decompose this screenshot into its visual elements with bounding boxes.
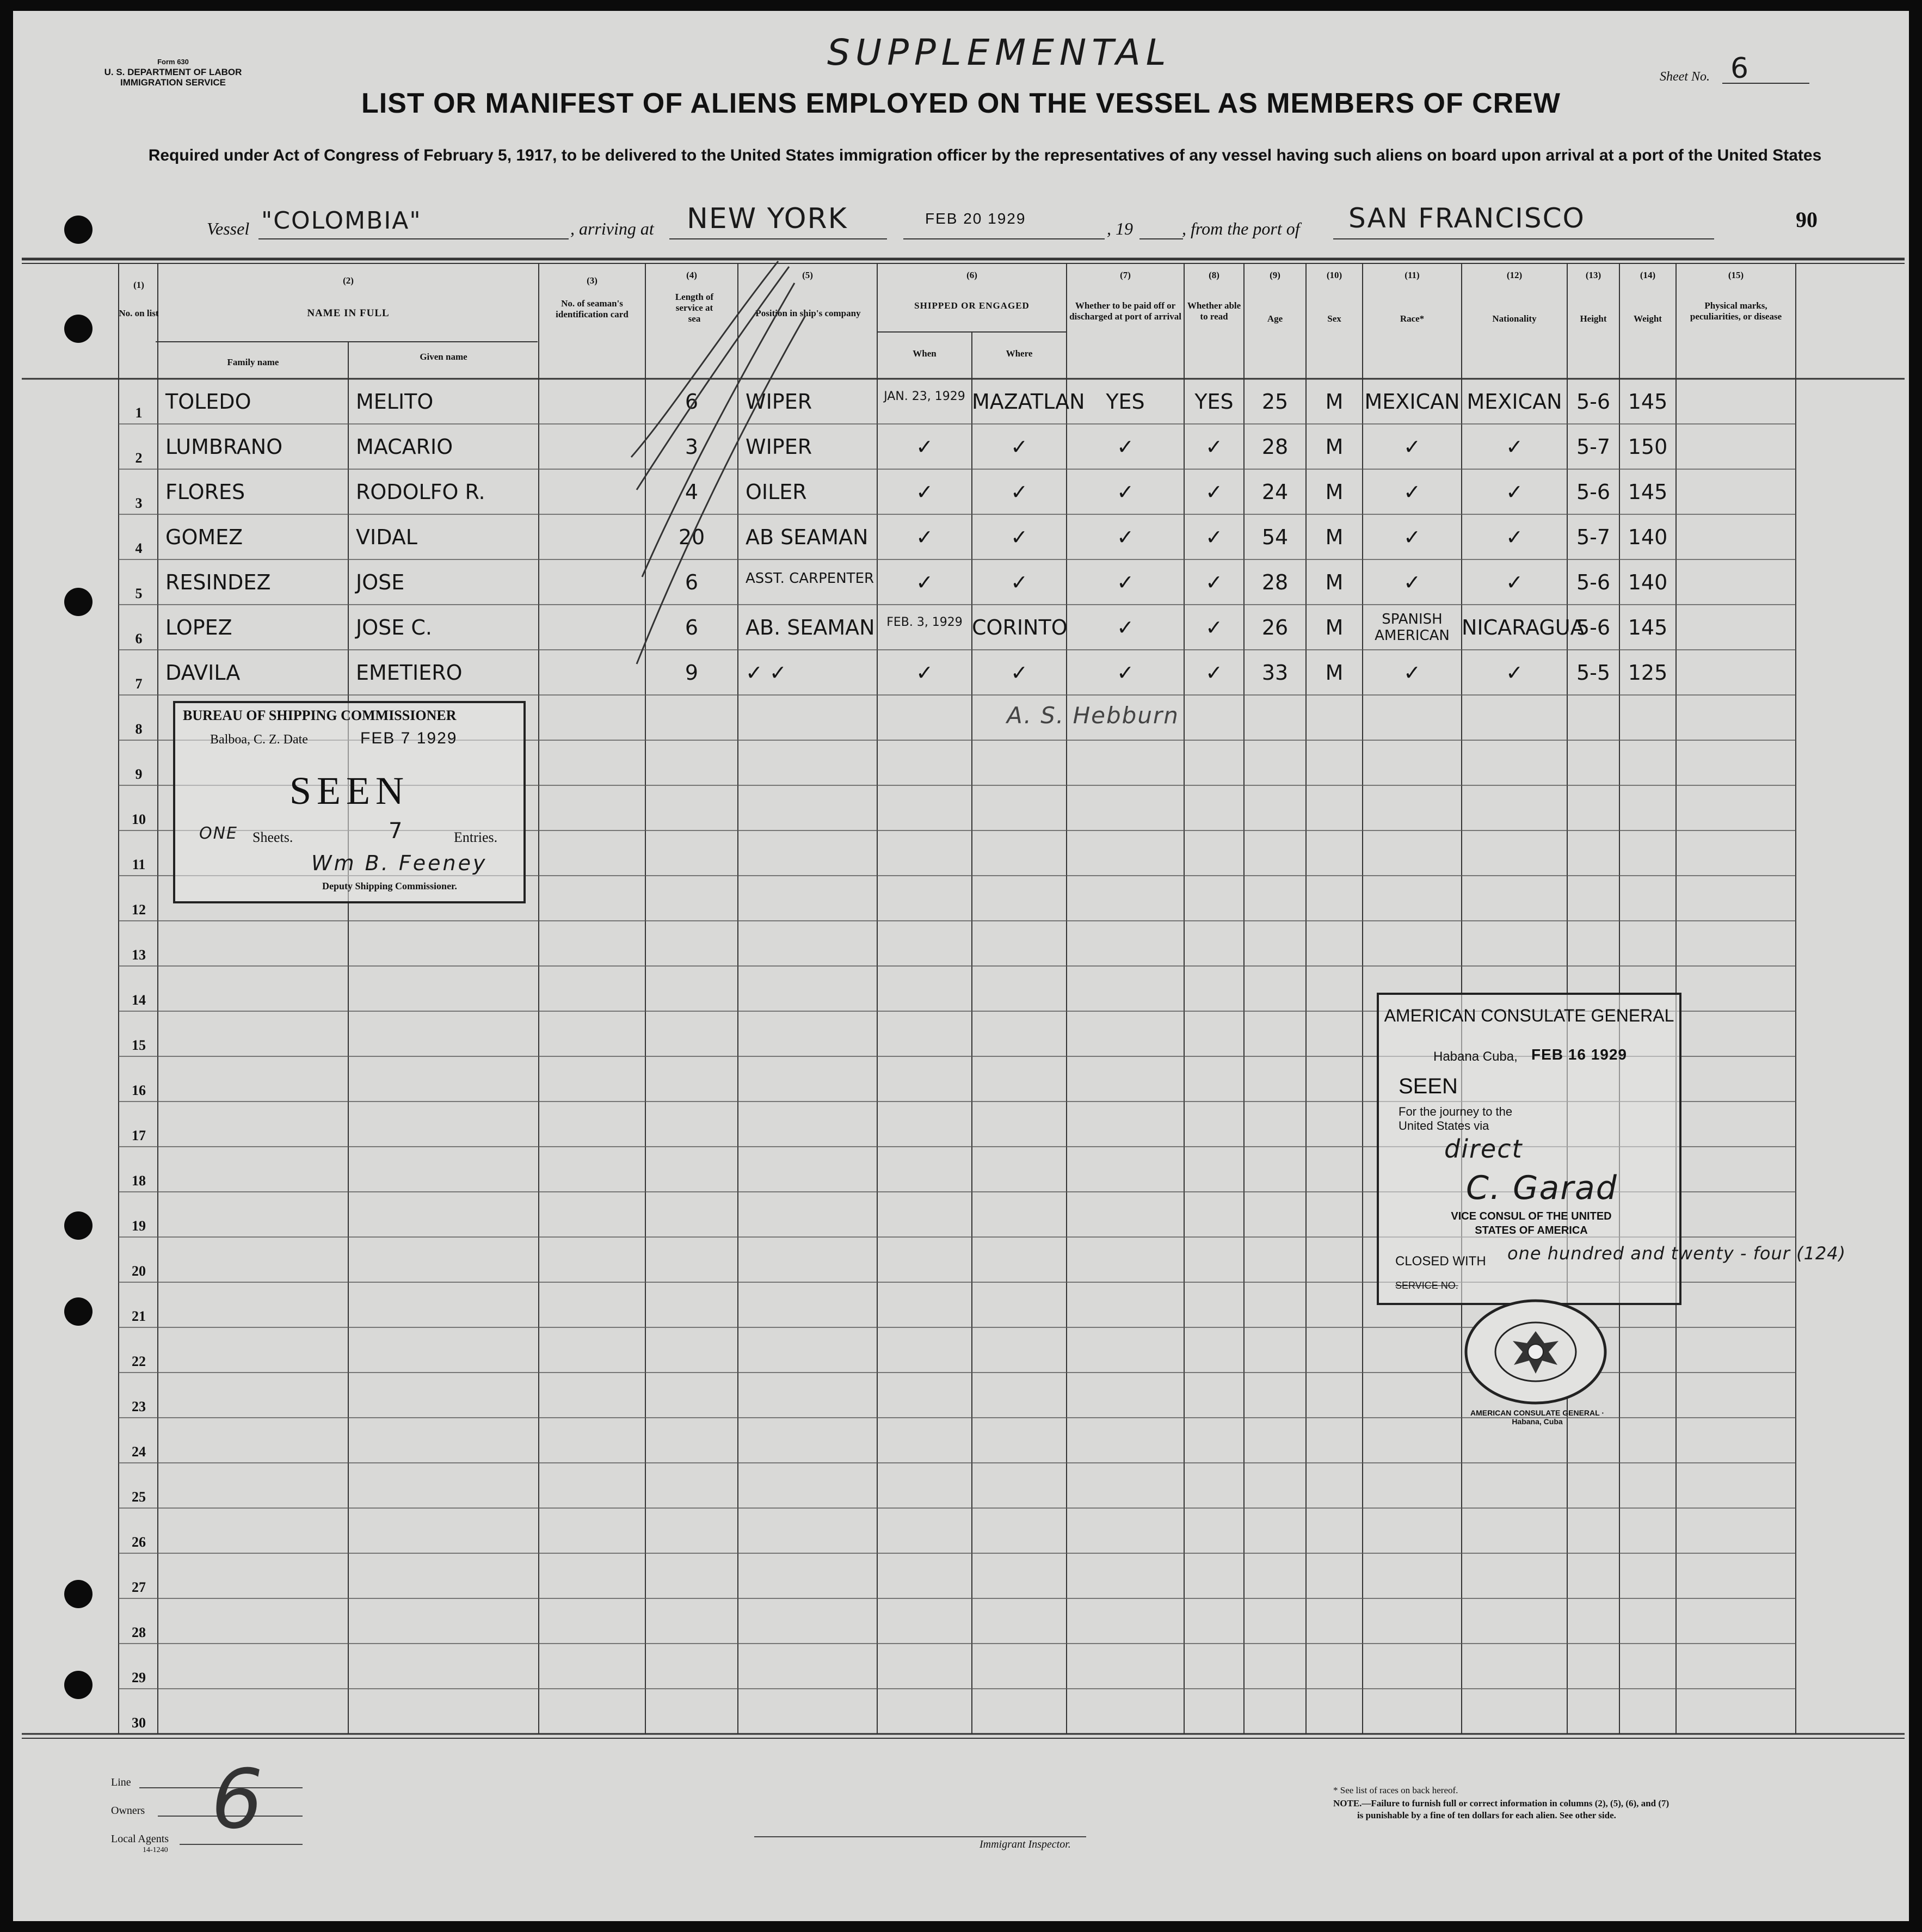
able-read-cell: ✓ [1205, 480, 1223, 504]
balboa-sheets-hand: ONE [199, 824, 238, 843]
sex-cell: M [1325, 570, 1344, 594]
consulate-via-hand: direct [1444, 1134, 1523, 1164]
service-length-cell: 20 [678, 525, 705, 549]
vessel-label: Vessel [207, 219, 250, 238]
row-number: 7 [135, 676, 143, 692]
able-read-cell: ✓ [1205, 570, 1223, 594]
balboa-seen-stamp [173, 701, 526, 903]
footer-owners-label: Owners [111, 1805, 145, 1817]
consulate-service-label: SERVICE NO. [1395, 1280, 1458, 1291]
sex-cell: M [1325, 435, 1344, 459]
service-length-cell: 3 [685, 435, 699, 459]
header-able-read: Whether able to read [1187, 300, 1241, 322]
row-number: 9 [135, 766, 143, 782]
row-number: 24 [132, 1444, 146, 1460]
position-cell: OILER [746, 480, 807, 504]
row-number: 16 [132, 1082, 146, 1098]
balboa-sheets-label: Sheets. [252, 829, 293, 845]
paid-off-cell: ✓ [1117, 661, 1134, 685]
row-number: 8 [135, 721, 143, 737]
header-id-card: No. of seaman's identification card [556, 298, 629, 319]
balboa-seen: SEEN [289, 769, 409, 813]
balboa-date-label: Balboa, C. Z. Date [210, 733, 308, 747]
balboa-signature: Wm B. Feeney [311, 851, 488, 875]
sex-cell: M [1325, 480, 1344, 504]
age-cell: 25 [1261, 390, 1289, 414]
family-name-cell: LOPEZ [165, 616, 232, 639]
shipped-when-cell: ✓ [916, 525, 933, 549]
row-number: 12 [132, 902, 146, 918]
able-read-cell: ✓ [1205, 435, 1223, 459]
height-cell: 5-5 [1576, 661, 1611, 685]
age-cell: 26 [1261, 616, 1289, 639]
col-num-10: (10) [1326, 270, 1342, 280]
footer-note-failure: NOTE.—Failure to furnish full or correct information in columns (2), (5), (6), and (7) [1333, 1798, 1670, 1808]
height-cell: 5-6 [1576, 480, 1611, 504]
row-number: 13 [132, 947, 146, 963]
position-cell: WIPER [746, 390, 812, 414]
shipped-where-cell: MAZATLAN [972, 390, 1085, 414]
header-shipped: SHIPPED OR ENGAGED [914, 300, 1030, 311]
col-num-7: (7) [1120, 270, 1131, 280]
col-num-14: (14) [1640, 270, 1656, 280]
nationality-cell: ✓ [1506, 570, 1523, 594]
row-number: 23 [132, 1399, 146, 1414]
shipped-when-cell: FEB. 3, 1929 [886, 616, 963, 629]
footer-form-code: 14-1240 [143, 1846, 168, 1854]
sex-cell: M [1325, 390, 1344, 414]
service-length-cell: 9 [685, 661, 699, 685]
given-name-cell: EMETIERO [356, 661, 463, 685]
page-title: LIST OR MANIFEST OF ALIENS EMPLOYED ON THE VESSEL AS MEMBERS OF CREW [361, 88, 1561, 119]
footer-line-label: Line [111, 1776, 131, 1788]
from-port: SAN FRANCISCO [1348, 202, 1585, 234]
race-cell: ✓ [1403, 435, 1421, 459]
row-number: 21 [132, 1308, 146, 1324]
weight-cell: 145 [1628, 616, 1668, 639]
height-cell: 5-6 [1576, 616, 1611, 639]
row-number: 19 [132, 1218, 146, 1234]
row-number: 25 [132, 1489, 146, 1505]
col-num-11: (11) [1404, 270, 1420, 280]
col-num-2: (2) [343, 275, 354, 286]
shipped-when-cell: ✓ [916, 480, 933, 504]
row-number: 30 [132, 1715, 146, 1731]
col-num-8: (8) [1209, 270, 1219, 280]
header-no-on-list: No. on list [119, 308, 159, 318]
given-name-cell: VIDAL [356, 525, 417, 549]
row-number: 15 [132, 1037, 146, 1053]
race-cell: ✓ [1403, 661, 1421, 685]
row-number: 28 [132, 1625, 146, 1640]
weight-cell: 140 [1628, 570, 1668, 594]
consulate-signature: C. Garad [1466, 1169, 1618, 1207]
from-label: , from the port of [1182, 219, 1300, 238]
header-position: Position in ship's company [755, 308, 861, 318]
page-subtitle: Required under Act of Congress of February 5, 1917, to be delivered to the United States immigration officer by the representatives of any vessel having such aliens on board upon arrival at a port of the United States [148, 146, 1822, 164]
consulate-closed-hand: one hundred and twenty - four (124) [1507, 1243, 1846, 1264]
position-cell: ASST. CARPENTER [746, 570, 874, 587]
sheet-number-label: Sheet No. [1660, 70, 1710, 84]
consulate-line: AMERICAN CONSULATE GENERAL [1384, 1006, 1674, 1025]
row-number: 20 [132, 1263, 146, 1279]
paid-off-cell: ✓ [1117, 525, 1134, 549]
nationality-cell: NICARAGUA [1462, 616, 1585, 639]
weight-cell: 145 [1628, 390, 1668, 414]
family-name-cell: FLORES [165, 480, 245, 504]
row-number: 11 [132, 857, 146, 872]
able-read-cell: ✓ [1205, 616, 1223, 639]
page-code: 90 [1796, 207, 1818, 232]
department-line: U. S. DEPARTMENT OF LABOR [104, 67, 242, 77]
header-physical-marks: Physical marks, peculiarities, or disease [1690, 300, 1782, 322]
shipped-when-cell: ✓ [916, 570, 933, 594]
col-num-6: (6) [966, 270, 977, 280]
col-num-5: (5) [802, 270, 813, 280]
able-read-cell: YES [1194, 390, 1234, 414]
header-name-in-full: NAME IN FULL [307, 307, 390, 319]
consulate-title2: STATES OF AMERICA [1475, 1225, 1588, 1236]
paid-off-cell: YES [1106, 390, 1145, 414]
family-name-cell: LUMBRANO [165, 435, 283, 459]
age-cell: 28 [1261, 435, 1289, 459]
consulate-title1: VICE CONSUL OF THE UNITED [1451, 1210, 1612, 1222]
footer-inspector: Immigrant Inspector. [980, 1838, 1071, 1850]
balboa-sign-label: Deputy Shipping Commissioner. [322, 881, 457, 891]
header-weight: Weight [1634, 313, 1662, 324]
family-name-cell: TOLEDO [165, 390, 251, 414]
age-cell: 24 [1261, 480, 1289, 504]
able-read-cell: ✓ [1205, 661, 1223, 685]
col-num-4: (4) [686, 270, 697, 280]
nationality-cell: ✓ [1506, 661, 1523, 685]
handwritten-supplemental: SUPPLEMENTAL [827, 32, 1172, 73]
height-cell: 5-7 [1576, 525, 1611, 549]
header-family-name: Family name [227, 357, 279, 367]
position-cell: WIPER [746, 435, 812, 459]
footer-big-number: 6 [211, 1752, 264, 1847]
race-cell: ✓ [1403, 525, 1421, 549]
nationality-cell: ✓ [1506, 525, 1523, 549]
diagonal-check-strokes [599, 250, 816, 686]
form-number: Form 630 [157, 58, 189, 66]
weight-cell: 150 [1628, 435, 1668, 459]
position-cell: AB SEAMAN [746, 525, 868, 549]
balboa-entries-hand: 7 [389, 819, 404, 844]
weight-cell: 145 [1628, 480, 1668, 504]
height-cell: 5-6 [1576, 570, 1611, 594]
paid-off-cell: ✓ [1117, 616, 1134, 639]
family-name-cell: RESINDEZ [165, 570, 271, 594]
age-cell: 54 [1261, 525, 1289, 549]
header-length-service: Length of service at sea [675, 292, 714, 324]
consulate-journey: For the journey to the United States via [1399, 1105, 1513, 1133]
consulate-place: Habana Cuba, [1433, 1049, 1518, 1064]
header-paid-off: Whether to be paid off or discharged at port of arrival [1069, 300, 1181, 322]
inspector-rule [754, 1836, 1086, 1837]
race-cell: ✓ [1403, 570, 1421, 594]
height-cell: 5-6 [1576, 390, 1611, 414]
shipped-when-cell: ✓ [916, 661, 933, 685]
paid-off-cell: ✓ [1117, 570, 1134, 594]
row-number: 1 [135, 405, 143, 421]
service-line: IMMIGRATION SERVICE [120, 77, 226, 88]
balboa-entries-label: Entries. [454, 829, 498, 845]
given-name-cell: JOSE [356, 570, 405, 594]
header-sex: Sex [1327, 313, 1341, 324]
balboa-date-value: FEB 7 1929 [360, 729, 458, 747]
sex-cell: M [1325, 661, 1344, 685]
col-num-1: (1) [133, 280, 144, 290]
footer-note-fine: is punishable by a fine of ten dollars for each alien. See other side. [1357, 1810, 1616, 1820]
sheet-number-value: 6 [1730, 52, 1750, 85]
consulate-closed-label: CLOSED WITH [1395, 1254, 1486, 1269]
header-race: Race* [1400, 313, 1425, 324]
able-read-cell: ✓ [1205, 525, 1223, 549]
nationality-cell: MEXICAN [1467, 390, 1562, 414]
row-number: 27 [132, 1579, 146, 1595]
family-name-cell: GOMEZ [165, 525, 243, 549]
shipped-when-cell: JAN. 23, 1929 [884, 390, 965, 403]
race-cell: SPANISH AMERICAN [1375, 611, 1450, 644]
age-cell: 33 [1261, 661, 1289, 685]
race-cell: ✓ [1403, 480, 1421, 504]
vessel-name: "COLOMBIA" [261, 207, 422, 235]
arrival-date-stamp: FEB 20 1929 [925, 210, 1026, 227]
row-number: 3 [135, 495, 143, 511]
row-number: 2 [135, 450, 143, 466]
given-name-cell: MACARIO [356, 435, 453, 459]
middle-signature: A. S. Hebburn [1007, 702, 1179, 729]
position-cell: AB. SEAMAN [746, 616, 875, 639]
arriving-port: NEW YORK [687, 202, 848, 235]
header-nationality: Nationality [1492, 313, 1537, 324]
given-name-cell: RODOLFO R. [356, 480, 485, 504]
consulate-seal-text: AMERICAN CONSULATE GENERAL · Habana, Cuba [1470, 1408, 1605, 1426]
row-number: 6 [135, 631, 143, 647]
row-number: 5 [135, 586, 143, 601]
given-name-cell: MELITO [356, 390, 434, 414]
consulate-date: FEB 16 1929 [1531, 1046, 1627, 1063]
balboa-bureau-line: BUREAU OF SHIPPING COMMISSIONER [183, 707, 457, 723]
col-num-12: (12) [1506, 270, 1523, 280]
row-number: 10 [132, 811, 146, 827]
row-number: 4 [135, 540, 143, 556]
sex-cell: M [1325, 525, 1344, 549]
footer-note-races: * See list of races on back hereof. [1333, 1785, 1458, 1795]
consulate-seal [1463, 1297, 1609, 1406]
weight-cell: 125 [1628, 661, 1668, 685]
header-where: Where [1006, 348, 1033, 359]
shipped-where-cell: ✓ [1011, 525, 1028, 549]
year-label: , 19 [1107, 219, 1133, 238]
consulate-seen: SEEN [1399, 1074, 1458, 1098]
service-length-cell: 6 [685, 390, 699, 414]
given-name-cell: JOSE C. [356, 616, 432, 639]
header-when: When [913, 348, 937, 359]
sex-cell: M [1325, 616, 1344, 639]
service-length-cell: 6 [685, 616, 699, 639]
col-num-3: (3) [587, 275, 597, 286]
weight-cell: 140 [1628, 525, 1668, 549]
footer-agents-label: Local Agents [111, 1833, 169, 1845]
header-height: Height [1580, 313, 1607, 324]
family-name-cell: DAVILA [165, 661, 241, 685]
row-number: 18 [132, 1173, 146, 1189]
nationality-cell: ✓ [1506, 435, 1523, 459]
service-length-cell: 4 [685, 480, 699, 504]
col-num-13: (13) [1585, 270, 1601, 280]
row-number: 17 [132, 1128, 146, 1143]
shipped-where-cell: CORINTO [972, 616, 1068, 639]
race-cell: MEXICAN [1364, 390, 1460, 414]
shipped-when-cell: ✓ [916, 435, 933, 459]
row-number: 14 [132, 992, 146, 1008]
service-length-cell: 6 [685, 570, 699, 594]
row-number: 29 [132, 1670, 146, 1685]
nationality-cell: ✓ [1506, 480, 1523, 504]
age-cell: 28 [1261, 570, 1289, 594]
shipped-where-cell: ✓ [1011, 661, 1028, 685]
header-age: Age [1267, 313, 1283, 324]
header-given-name: Given name [420, 352, 467, 362]
shipped-where-cell: ✓ [1011, 480, 1028, 504]
shipped-where-cell: ✓ [1011, 570, 1028, 594]
row-number: 26 [132, 1534, 146, 1550]
paid-off-cell: ✓ [1117, 480, 1134, 504]
height-cell: 5-7 [1576, 435, 1611, 459]
col-num-15: (15) [1728, 270, 1744, 280]
col-num-9: (9) [1270, 270, 1280, 280]
arriving-label: , arriving at [570, 219, 654, 238]
row-number: 22 [132, 1353, 146, 1369]
shipped-where-cell: ✓ [1011, 435, 1028, 459]
paid-off-cell: ✓ [1117, 435, 1134, 459]
position-cell: ✓ ✓ [746, 661, 787, 685]
